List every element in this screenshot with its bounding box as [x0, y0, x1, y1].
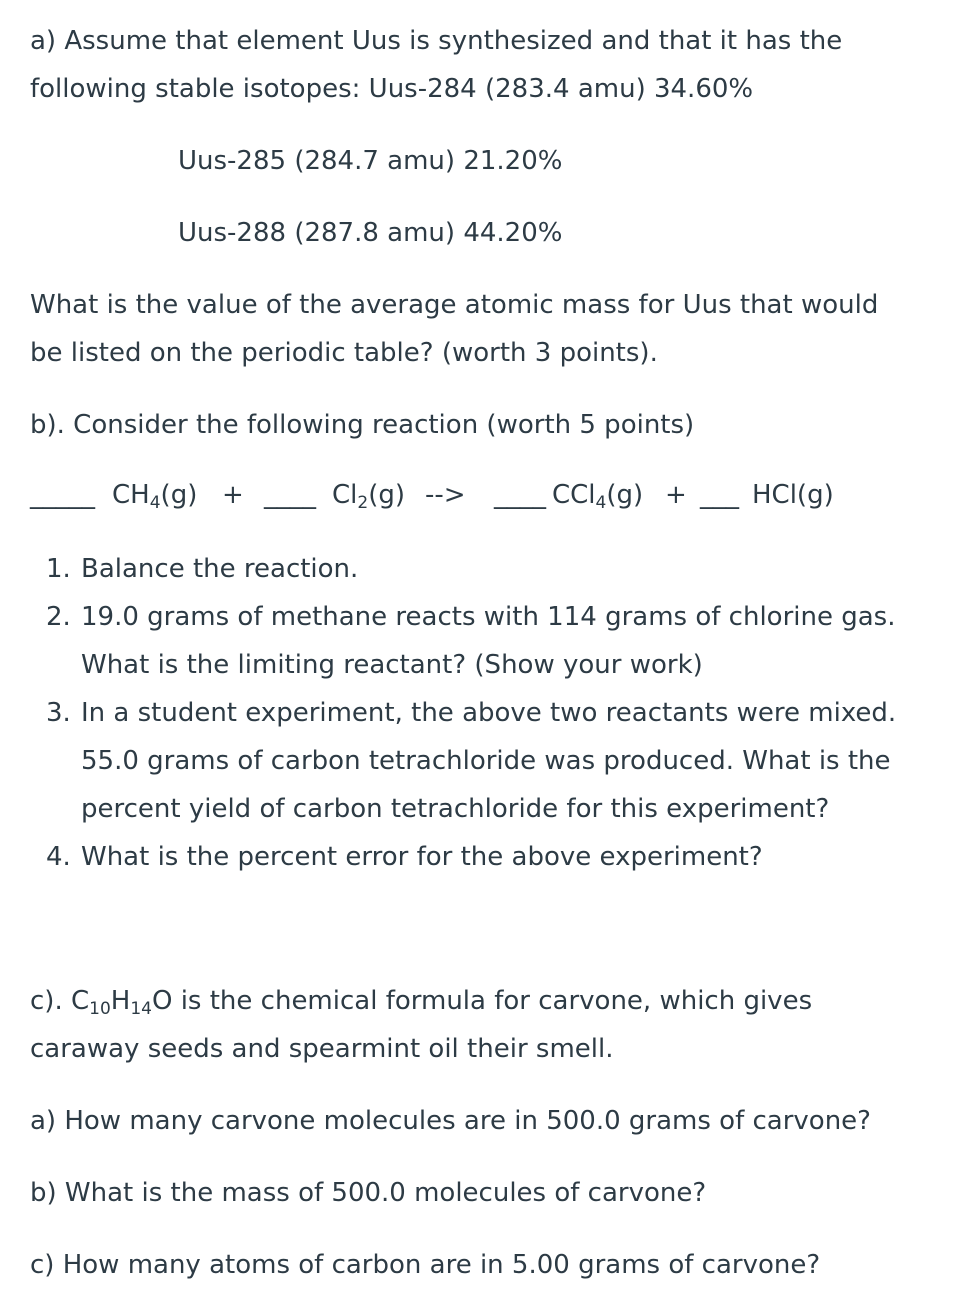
ccl4-symbol: CCl [552, 480, 596, 510]
part-c-question-a: a) How many carvone molecules are in 500.0 grams of carvone? [30, 1106, 871, 1136]
blank-ch4: _____ [30, 480, 95, 510]
item-4-number: 4. [46, 842, 71, 872]
cl2-state: (g) [368, 480, 406, 510]
item-4-line1: What is the percent error for the above experiment? [81, 842, 763, 872]
hydrogen-subscript: 14 [130, 999, 152, 1019]
item-2-line2: What is the limiting reactant? (Show your work) [81, 650, 703, 680]
cl2-subscript: 2 [357, 493, 369, 513]
part-a-line2: following stable isotopes: Uus-284 (283.4 amu) 34.60% [30, 74, 754, 104]
isotope-uus-285: Uus-285 (284.7 amu) 21.20% [178, 146, 563, 176]
item-1-line1: Balance the reaction. [81, 554, 359, 584]
part-c-question-c: c) How many atoms of carbon are in 5.00 grams of carvone? [30, 1250, 821, 1280]
cl2-formula [332, 478, 405, 512]
item-3-line1: In a student experiment, the above two reactants were mixed. [81, 698, 897, 728]
item-3-line3: percent yield of carbon tetrachloride for this experiment? [81, 794, 830, 824]
item-2-line1: 19.0 grams of methane reacts with 114 grams of chlorine gas. [81, 602, 896, 632]
plus-sign-2: + [665, 480, 687, 510]
plus-sign-1: + [222, 480, 244, 510]
part-c-line2: caraway seeds and spearmint oil their smell. [30, 1034, 614, 1064]
blank-hcl: ___ [700, 480, 739, 510]
part-a-question-line2: be listed on the periodic table? (worth 3 points). [30, 338, 658, 368]
blank-cl2: ____ [264, 480, 316, 510]
part-b-heading: b). Consider the following reaction (worth 5 points) [30, 410, 695, 440]
ch4-subscript: 4 [149, 493, 161, 513]
item-3-line2: 55.0 grams of carbon tetrachloride was produced. What is the [81, 746, 891, 776]
part-c-rest: O is the chemical formula for carvone, which gives [151, 986, 813, 1016]
ch4-formula [112, 478, 197, 512]
ch4-state: (g) [160, 480, 198, 510]
isotope-uus-288: Uus-288 (287.8 amu) 44.20% [178, 218, 563, 248]
ccl4-state: (g) [606, 480, 644, 510]
item-2-number: 2. [46, 602, 71, 632]
item-1-number: 1. [46, 554, 71, 584]
part-a-question-line1: What is the value of the average atomic mass for Uus that would [30, 290, 879, 320]
hydrogen-symbol: H [110, 986, 131, 1016]
ch4-symbol: CH [112, 480, 150, 510]
item-3-number: 3. [46, 698, 71, 728]
blank-ccl4: ____ [494, 480, 546, 510]
part-a-line1: a) Assume that element Uus is synthesized and that it has the [30, 26, 843, 56]
carbon-subscript: 10 [89, 999, 111, 1019]
reaction-arrow: --> [425, 480, 466, 510]
ccl4-formula [552, 478, 643, 512]
ccl4-subscript: 4 [595, 493, 607, 513]
hcl-formula: HCl(g) [752, 480, 834, 510]
part-c-line1 [30, 984, 812, 1018]
part-c-question-b: b) What is the mass of 500.0 molecules of carvone? [30, 1178, 707, 1208]
part-c-prefix: c). C [30, 986, 90, 1016]
cl2-symbol: Cl [332, 480, 358, 510]
